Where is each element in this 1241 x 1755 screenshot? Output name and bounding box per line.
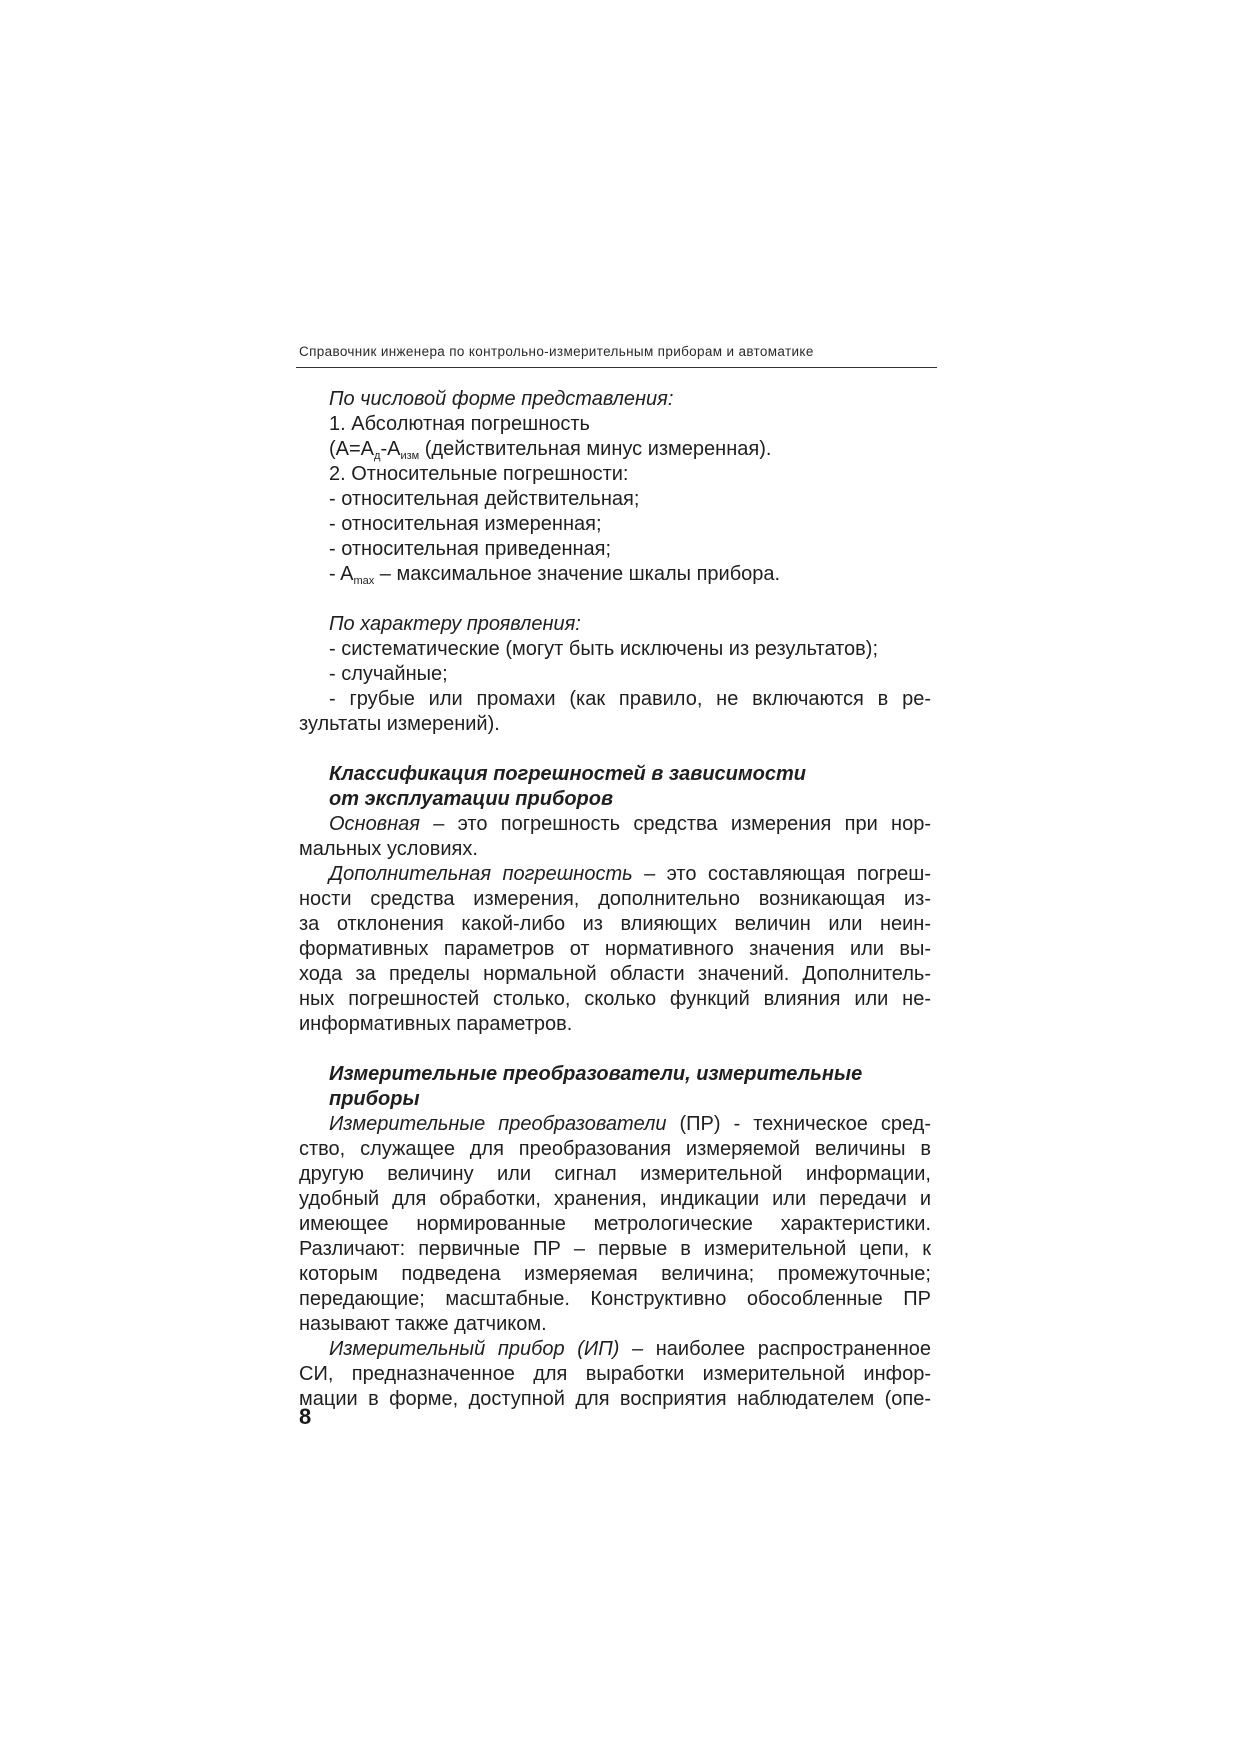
list-item-continuation: зультаты измерений). <box>299 713 500 735</box>
list-item: - случайные; <box>329 663 448 685</box>
spacer <box>299 587 931 612</box>
section-heading: Измерительные преобразователи, измерительные <box>329 1063 863 1085</box>
basic-error-paragraph: Основная – это погрешность средства измерения при нор- <box>329 813 931 835</box>
transducer-paragraph: Измерительные преобразователи (ПР) - техническое сред- <box>329 1113 931 1135</box>
paragraph-line: удобный для обработки, хранения, индикации или передачи и <box>299 1188 931 1210</box>
paragraph-line: передающие; масштабные. Конструктивно обособленные ПР <box>299 1288 931 1310</box>
paragraph-line: другую величину или сигнал измерительной информации, <box>299 1163 931 1185</box>
instrument-paragraph: Измерительный прибор (ИП) – наиболее распространенное <box>329 1338 932 1360</box>
spacer <box>299 737 931 762</box>
list-item: - относительная измеренная; <box>329 513 602 535</box>
paragraph-line: ных погрешностей столько, сколько функций влияния или не- <box>299 988 931 1010</box>
relative-errors-item: 2. Относительные погрешности: <box>329 463 629 485</box>
page-number: 8 <box>299 1404 312 1429</box>
paragraph-line: мации в форме, доступной для восприятия наблюдателем (опе- <box>299 1388 931 1410</box>
paragraph-line: ство, служащее для преобразования измеряемой величины в <box>299 1138 931 1160</box>
list-item: - относительная приведенная; <box>329 538 612 560</box>
paragraph-line: мальных условиях. <box>299 838 478 860</box>
section-heading: от эксплуатации приборов <box>329 788 614 810</box>
paragraph-line: называют также датчиком. <box>299 1313 547 1335</box>
absolute-error-item: 1. Абсолютная погрешность <box>329 413 590 435</box>
paragraph-line: за отклонения какой-либо из влияющих величин или неин- <box>299 913 931 935</box>
header-rule <box>296 367 937 368</box>
manifestation-title: По характеру проявления: <box>329 613 581 635</box>
numeric-form-title: По числовой форме представления: <box>329 388 674 410</box>
list-item: - грубые или промахи (как правило, не включаются в ре- <box>329 688 931 710</box>
paragraph-line: ности средства измерения, дополнительно возникающая из- <box>299 888 931 910</box>
paragraph-line: СИ, предназначенное для выработки измерительной инфор- <box>299 1363 931 1385</box>
paragraph-line: хода за пределы нормальной области значений. Дополнитель- <box>299 963 931 985</box>
page-body <box>299 387 931 1412</box>
absolute-error-formula: ($A=A_д-A_{изм}$ (действительная минус измеренная). <box>329 438 772 462</box>
section-heading: Классификация погрешностей в зависимости <box>329 763 807 785</box>
spacer <box>299 1037 931 1062</box>
section-heading: приборы <box>329 1088 420 1110</box>
amax-item: - $A_{max}$ – максимальное значение шкалы прибора. <box>329 563 781 587</box>
paragraph-line: Различают: первичные ПР – первые в измерительной цепи, к <box>299 1238 931 1260</box>
paragraph-line: которым подведена измеряемая величина; промежуточные; <box>299 1263 931 1285</box>
list-item: - систематические (могут быть исключены из результатов); <box>329 638 879 660</box>
paragraph-line: формативных параметров от нормативного значения или вы- <box>299 938 931 960</box>
paragraph-line: имеющее нормированные метрологические характеристики. <box>299 1213 931 1235</box>
running-header: Справочник инженера по контрольно-измерительным приборам и автоматике <box>299 344 814 359</box>
additional-error-paragraph: Дополнительная погрешность – это составляющая погреш- <box>329 863 932 885</box>
list-item: - относительная действительная; <box>329 488 640 510</box>
paragraph-line: информативных параметров. <box>299 1013 573 1035</box>
